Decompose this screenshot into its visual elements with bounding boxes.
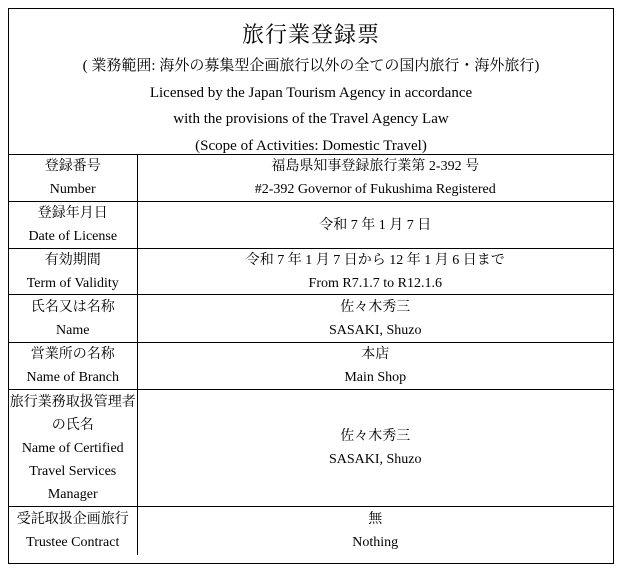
value-en: Nothing xyxy=(352,534,399,550)
value-ja: 令和 7 年 1 月 7 日から 12 年 1 月 6 日まで xyxy=(245,252,505,268)
value-ja: 佐々木秀三 xyxy=(340,299,411,315)
label-date-of-license xyxy=(9,202,138,248)
label-line-5: Manager xyxy=(47,486,98,502)
value-travel-services-manager xyxy=(138,390,614,506)
licensed-line-2: with the provisions of the Travel Agency Law xyxy=(173,111,449,127)
value-en: SASAKI, Shuzo xyxy=(328,452,422,467)
label-en: Name of Branch xyxy=(26,370,120,385)
value-ja: 福島県知事登録旅行業第 2-392 号 xyxy=(271,159,480,174)
label-term-of-validity xyxy=(9,249,138,294)
label-ja: 登録番号 xyxy=(44,159,101,174)
value-registration-number xyxy=(138,155,614,201)
value-trustee-contract xyxy=(138,507,614,555)
scope-japanese: ( 業務範囲: 海外の募集型企画旅行以外の全ての国内旅行・海外旅行) xyxy=(82,58,540,74)
label-ja: 受託取扱企画旅行 xyxy=(16,511,129,527)
value-ja: 令和 7 年 1 月 7 日 xyxy=(319,217,432,233)
label-line-4: Travel Services xyxy=(29,463,117,479)
row-name xyxy=(9,294,613,342)
value-en: From R7.1.7 to R12.1.6 xyxy=(308,275,442,291)
label-en: Number xyxy=(49,182,96,197)
row-name-of-branch xyxy=(9,342,613,389)
row-date-of-license xyxy=(9,201,613,248)
row-term-of-validity xyxy=(9,248,613,294)
licensed-line-1: Licensed by the Japan Tourism Agency in accordance xyxy=(149,84,473,101)
label-trustee-contract xyxy=(9,507,138,555)
label-line-2: の氏名 xyxy=(51,417,94,433)
certificate-header xyxy=(9,9,613,154)
label-line-1: 旅行業務取扱管理者 xyxy=(9,394,136,410)
value-name-of-branch xyxy=(138,343,614,389)
label-travel-services-manager xyxy=(9,390,138,506)
value-ja: 無 xyxy=(368,511,383,527)
label-en: Name xyxy=(56,322,90,338)
label-name xyxy=(9,295,138,342)
label-ja: 有効期間 xyxy=(44,252,101,268)
label-name-of-branch xyxy=(9,343,138,389)
label-en: Date of License xyxy=(28,229,118,244)
value-term-of-validity xyxy=(138,249,614,294)
value-date-of-license xyxy=(138,202,614,248)
row-travel-services-manager xyxy=(9,389,613,506)
label-registration-number xyxy=(9,155,138,201)
value-ja: 本店 xyxy=(361,347,390,362)
row-trustee-contract xyxy=(9,506,613,555)
certificate-title: 旅行業登録票 xyxy=(241,22,380,47)
label-ja: 登録年月日 xyxy=(37,206,108,221)
value-en: SASAKI, Shuzo xyxy=(328,322,422,338)
registration-certificate xyxy=(8,8,614,564)
label-line-3: Name of Certified xyxy=(21,440,124,456)
label-ja: 氏名又は名称 xyxy=(30,299,115,315)
label-en: Trustee Contract xyxy=(26,534,120,550)
label-en: Term of Validity xyxy=(26,275,119,291)
value-en: Main Shop xyxy=(344,370,407,385)
label-ja: 営業所の名称 xyxy=(30,347,115,362)
value-name xyxy=(138,295,614,342)
row-registration-number xyxy=(9,154,613,201)
value-ja: 佐々木秀三 xyxy=(340,429,411,444)
value-en: #2-392 Governor of Fukushima Registered xyxy=(254,182,496,197)
scope-english: (Scope of Activities: Domestic Travel) xyxy=(195,137,427,154)
